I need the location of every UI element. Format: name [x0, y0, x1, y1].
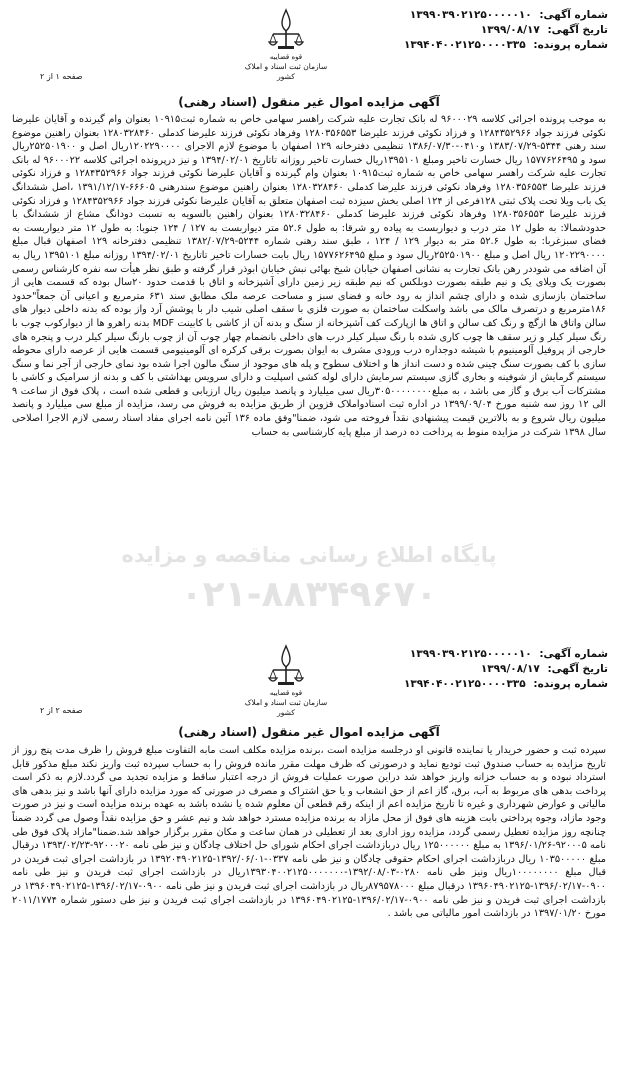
- notice-number: ۱۳۹۹۰۳۹۰۲۱۲۵۰۰۰۰۰۱۰: [409, 9, 532, 21]
- emblem-caption-organization: سازمان ثبت اسناد و املاک کشور: [244, 62, 328, 81]
- judiciary-emblem: [236, 6, 336, 82]
- scales-emblem-icon: [265, 642, 307, 688]
- page-number: صفحه ۱ از ۲: [40, 72, 83, 81]
- case-number-line: شماره پرونده: ۱۳۹۴۰۴۰۰۲۱۲۵۰۰۰۰۳۳۵: [403, 678, 608, 690]
- scales-emblem-icon: [265, 6, 307, 52]
- notice-meta: [358, 8, 608, 53]
- emblem-caption-judiciary: قوه قضاییه: [269, 53, 303, 61]
- notice-date: ۱۳۹۹/۰۸/۱۷: [480, 663, 540, 675]
- notice-number-line: شماره آگهی: ۱۳۹۹۰۳۹۰۲۱۲۵۰۰۰۰۰۱۰: [409, 648, 608, 660]
- page-number: صفحه ۲ از ۲: [40, 706, 83, 715]
- case-number: ۱۳۹۴۰۴۰۰۲۱۲۵۰۰۰۰۳۳۵: [403, 39, 526, 51]
- notice-number: ۱۳۹۹۰۳۹۰۲۱۲۵۰۰۰۰۰۱۰: [409, 648, 532, 660]
- emblem-caption-judiciary: قوه قضاییه: [269, 689, 303, 697]
- watermark-text: پایگاه اطلاع رسانی مناقصه و مزایده: [121, 543, 497, 567]
- notice-title: آگهی مزایده اموال غیر منقول (اسناد رهنی): [178, 95, 440, 109]
- notice-page-2: [0, 640, 618, 1092]
- emblem-caption-organization: سازمان ثبت اسناد و املاک کشور: [244, 698, 328, 717]
- notice-meta: [358, 647, 608, 692]
- notice-date-line: تاریخ آگهی: ۱۳۹۹/۰۸/۱۷: [480, 663, 608, 675]
- notice-date-line: تاریخ آگهی: ۱۳۹۹/۰۸/۱۷: [480, 24, 608, 36]
- notice-number-line: شماره آگهی: ۱۳۹۹۰۳۹۰۲۱۲۵۰۰۰۰۰۱۰: [409, 9, 608, 21]
- notice-date: ۱۳۹۹/۰۸/۱۷: [480, 24, 540, 36]
- notice-body: سپرده ثبت و حضور خریدار یا نماینده قانونی او درجلسه مزایده است ،برنده مزایده مکلف است مابه التفاوت مبلغ فروش را ظرف مدت پنج روز از تاریخ مزایده به حساب صندوق ثبت تودیع نماید و درصورتی که ظرف مهلت مقرر مانده فروش را به حساب سپرده ثبت واریز نکند مبلغ مذکور قابل استرداد نبوده و به حساب خزانه واریز خواهد شد دراین صورت عملیات فروش از درجه اعتبار ساقط و مزایده تجدید می گردد.لازم به ذکر است پرداخت بدهی های مربوط به آب، برق، گاز اعم از حق انشعاب و یا حق اشتراک و مصرف در صورتی که مورد مزایده دارای آنها باشد و نیز بدهی های مالیاتی و عوارض شهرداری و غیره تا تاریخ مزایده اعم از اینکه رقم قطعی آن معلوم شده یا نشده باشد به عهده برنده مزایده است و نیز در صورت وجود مازاد، وجوه پرداختی بابت هزینه های فوق از محل مازاد به برنده مزایده مسترد خواهد شد و نیم عشر و حق مزایده نقداً وصول می گردد ضمناً چنانچه روز مزایده تعطیل رسمی گردد، مزایده روز اداری بعد از تعطیلی در همان ساعت و مکان مقرر برگزار خواهد شد.ضمنا"مازاد پلاک فوق طی نامه ۹۲۰۰۰۵-۱۳۹۶/۰۱/۲۶ به مبلغ ۱۲۵۰۰۰۰۰۰ ریال دربازداشت اجرای احکام شورای حل اختلاف چادگان و نیز طی نامه ۹۲۰۰۰۲۰-۱۳۹۳/۰۲/۲۳ درقبال مبلغ ۱۰۳۵۰۰۰۰۰ ریال دربازداشت اجرای احکام حقوقی چادگان و نیز طی نامه ۰۳۳۷-۱۳۹۲/۰۶/۰۱-۱۳۹۲۰۴۹۰۲۱۲۵ در بازداشت اجرای ثبت فریدن در قبال مبلغ ۱۰۰۰۰۰۰۰۰ریال ونیز طی نامه ۰۲۸۰-۱۳۹۲/۰۸/۰۳-۱۳۹۳۰۴۰۰۲۱۲۵۰۰۰۰۰۰۰ریال در بازداشت اجرای ثبت فریدن و نیز طی نامه ۰۹۰۰-۱۳۹۶/۰۲/۱۷-۱۳۹۶۰۴۹۰۲۱۲۵ درقبال مبلغ ۸۷۹۵۷۸۰۰۰ریال در بازداشت اجرای ثبت فریدن و نیز طی نامه ۰۹۰۰-۱۳۹۶/۰۲/۱۷-۱۳۹۶۰۴۹۰۲۱۲۵ در بازداشت اجرای ثبت فریدن و نیز طی نامه ۰۹۰۰-۱۳۹۶/۰۲/۱۷-۱۳۹۶۰۴۹۰۲۱۲۵ در بازداشت اجرای ثبت فریدن و نیز طی دستور شماره ۲۰۱۱/۱۷۷۴ مورخ ۱۳۹۷/۰۱/۲۰ در بازداشت امور مالیاتی می باشد .: [12, 745, 607, 920]
- case-number-line: شماره پرونده: ۱۳۹۴۰۴۰۰۲۱۲۵۰۰۰۰۳۳۵: [403, 39, 608, 51]
- watermark-phone: ۰۲۱-۸۸۳۴۹۶۷۰: [180, 574, 438, 615]
- notice-body: به موجب پرونده اجرائی کلاسه ۹۶۰۰۰۲۹ له بانک تجارت علیه شرکت راهسر سهامی خاص به شماره ثبت۱۰۹۱۵ بعنوان وام گیرنده و آقایان علیرضا نکوئی فرزند جواد ۱۲۸۴۳۵۲۹۶۶ و فرزاد نکوئی فرزند علیرضا ۱۲۸۰۳۵۶۵۵۳ وفرهاد نکوئی فرزند علیرضا کدملی ۱۲۸۰۳۲۸۴۶۰ بعنوان راهنین موضوع سند رهنی ۵۳۴۴-۱۳۸۳/۰۷/۲۹ و۰۴۱۰-۱۳۸۶/۰۷/۳۰ تنظیمی دفترخانه ۱۲۹ اصفهان با موضوع لازم الاجرای ۱۲۰۲۲۹۰۰۰۰ریال اصل و ۲۵۲۵۰۱۹۰۰ریال سود و ۱۵۷۷۶۲۶۴۹۵ ریال خسارت تاخیر ومبلغ ۱۳۹۵۱۰۱ریال خسارت تاخیر روزانه تاتاریخ ۱۳۹۴/۰۲/۰۱ و نیز درپرونده اجرائی کلاسه ۹۶۰۰۰۲۲ له بانک تجارت علیه شرکت راهسر سهامی خاص به شماره ثبت۱۰۹۱۵ بعنوان وام گیرنده و آقایان علیرضا نکوئی فرزند جواد ۱۲۸۴۳۵۲۹۶۶ و فرزاد نکوئی فرزند علیرضا ۱۲۸۰۳۵۶۵۵۳ وفرهاد نکوئی فرزند علیرضا کدملی ۱۲۸۰۳۲۸۴۶۰ بعنوان راهنین موضوع سندرهنی ۶۶۶۰۵-۱۳۹۱/۱۲/۱۷ ،اصل ششدانگ یک باب ویلا تحت پلاک ثبتی ۱۲۸فرعی از ۱۲۴ اصلی بخش سیزده ثبت اصفهان متعلق به آقایان علیرضا نکوئی فرزند جواد ۱۲۸۴۳۵۲۹۶۶ و فرزاد نکوئی فرزند علیرضا ۱۲۸۰۳۵۶۵۵۳ وفرهاد نکوئی فرزند علیرضا کدملی ۱۲۸۰۳۲۸۴۶۰ بعنوان راهنین بالسویه به نسبت دودانگ مشاع از ششدانگ با حدودشمالا: به طول ۱۲ متر درب و دیواربست به پیاده رو شرقا: به طول ۵۲.۶ متر دیواربست به ۱۲۷ / ۱۲۴ جنوبا: به طول ۱۲ متر دیواربست به فضای سبزغربا: به طول ۵۲.۶ متر به دیوار ۱۲۹ / ۱۲۴ ، طبق سند رهنی شماره ۵۲۴۴-۱۳۸۲/۰۷/۲۹ تنظیمی دفترخانه ۱۲۹ اصفهان قبال مبلغ ۱۲۰۲۲۹۰۰۰۰ ریال اصل و مبلغ ۲۵۲۵۰۱۹۰۰ریال سود و مبلغ ۱۵۷۷۶۲۶۴۹۵ ریال بابت خسارات تاخیر تاتاریخ ۱۳۹۴/۰۲/۰۱ روزانه مبلغ ۱۳۹۵۱۰۱ ریال به آن اضافه می شوددر رهن بانک تجارت به نشانی اصفهان خیابان شیخ بهائی نبش خیابان ابوذر قرار گرفته و طبق نظر هیأت سه نفره کارشناس رسمی بصورت یک ویلای یک و نیم طبقه بصورت دوبلکس که نیم طبقه زیر زمین دارای آشپزخانه و اتاق با قدمت حدود ۲۰سال بوده که قسمت هایی از ساختمان بازسازی شده و دارای چشم انداز به رود خانه و فضای سبز و مساحت عرصه ملک مطابق سند ۶۳۱ مترمربع و اعیانی آن جمعاً"حدود ۱۸۶مترمربع و درتصرف مالک می باشد واسکلت ساختمان به صورت فلزی با سقف اصلی شیب دار با پوشش آرد واز بوده که بدنه داخلی دیوار های سالن واتاق ها ازگچ و رنگ کف سالن و اتاق ها ازپارکت کف آشپزخانه از سنگ و بدنه آن از کاشی با کابینت MDF بدنه راهرو ها از دیوارکوب چوب با رنگ سیلر کیلر و زیر سقف ها چوب کاری شده با رنگ سیلر کیلر درب های داخلی بانضمام چهار چوب آن از چوب بارنگ سیلر کیلر درب و پنجره های خارجی از پروفیل آلومینیوم با شیشه دوجداره درب ورودی مشرف به ایوان بصورت برقی کرکره ای آلومینیومی قسمت هایی از عرصه دارای محوطه سازی با کف بصورت سنگ چینی شده و دست انداز ها و اختلاف سطوح و پله های موجود از سنگ مالون اجرا شده بود نمای خارجی از آجر نما و سنگ سیستم گرمایش از شوفینه و بخاری گازی سیستم سرمایش دارای لوله کشی اسپلیت و دارای سرویس بهداشتی با کف و بدنه از سرامیک و کاشی با مشترکات آب برق و گاز می باشد ، به مبلغ۳۰۵۰۰۰۰۰۰۰۰ریال سی میلیارد و پانصد میلیون ریال ارزیابی و قطعی شده است ، پلاک فوق از ساعت ۹ الی ۱۲ روز سه شنبه مورخ ۱۳۹۹/۰۹/۰۴ در اداره ثبت اسنادواملاک قزوین از طریق مزایده به فروش می رسد، مزایده از مبلغ سی میلیارد و پانصد میلیون ریال شروع و به بالاترین قیمت پیشنهادی نقداً فروخته می شود، ضمنا"وفق ماده ۱۳۶ آئین نامه اجرای مفاد اسناد رسمی لازم الاجرا اصلاحی سال ۱۳۹۸ شرکت در مزایده منوط به پرداخت ده درصد از مبلغ پایه کارشناسی به حساب: [12, 114, 607, 438]
- judiciary-emblem: [236, 642, 336, 718]
- notice-title: آگهی مزایده اموال غیر منقول (اسناد رهنی): [178, 725, 440, 739]
- case-number: ۱۳۹۴۰۴۰۰۲۱۲۵۰۰۰۰۳۳۵: [403, 678, 526, 690]
